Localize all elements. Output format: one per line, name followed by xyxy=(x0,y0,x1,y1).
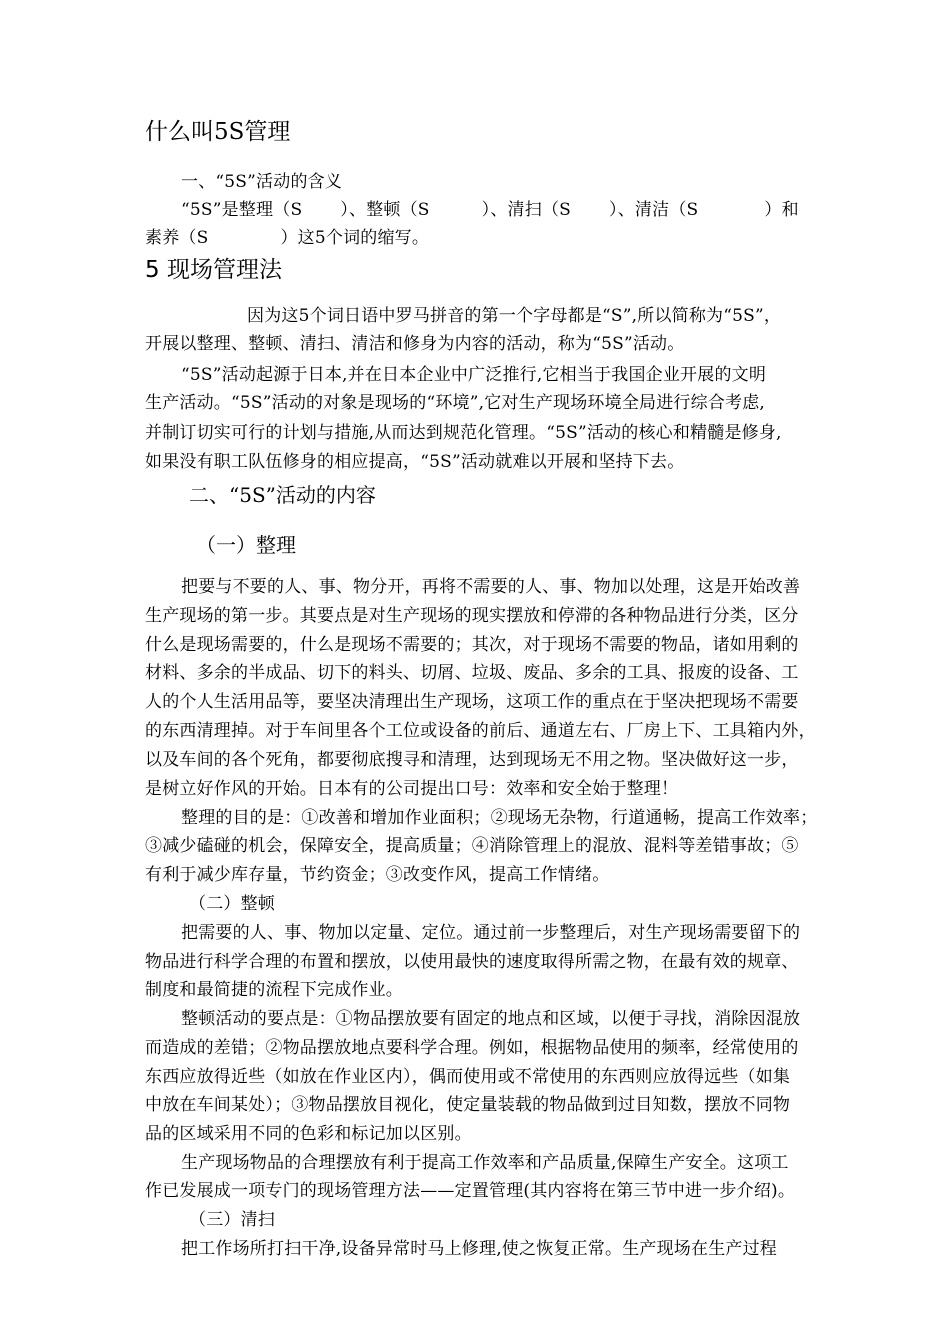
paragraph-line: ③减少磕碰的机会，保障安全，提高质量；④消除管理上的混放、混料等差错事故；⑤ xyxy=(145,836,799,856)
paragraph-line: 整理的目的是：①改善和增加作业面积；②现场无杂物，行道通畅，提高工作效率； xyxy=(181,808,818,828)
paragraph-line: 以及车间的各个死角，都要彻底搜寻和清理，达到现场无不用之物。坚决做好这一步， xyxy=(145,750,799,770)
paragraph-line: 把需要的人、事、物加以定量、定位。通过前一步整理后，对生产现场需要留下的 xyxy=(181,923,801,943)
paragraph-line: 整顿活动的要点是：①物品摆放要有固定的地点和区域，以便于寻找，消除因混放 xyxy=(181,1009,801,1029)
paragraph-line: 把工作场所打扫干净,设备异常时马上修理,使之恢复正常。生产现场在生产过程 xyxy=(181,1239,778,1259)
paragraph-line: 什么是现场需要的，什么是现场不需要的；其次，对于现场不需要的物品，诸如用剩的 xyxy=(145,635,799,655)
paragraph-line: 品的区域采用不同的色彩和标记加以区别。 xyxy=(145,1124,472,1144)
paragraph-line: 而造成的差错；②物品摆放地点要科学合理。例如，根据物品使用的频率，经常使用的 xyxy=(145,1038,799,1058)
subsection-seiton: （二）整顿 xyxy=(189,894,275,914)
subsection-seiri: （一）整理 xyxy=(196,533,296,557)
paragraph-line: 并制订切实可行的计划与措施,从而达到规范化管理。“5S”活动的核心和精髓是修身, xyxy=(145,423,782,443)
paragraph-line: 开展以整理、整顿、清扫、清洁和修身为内容的活动，称为“5S”活动。 xyxy=(145,334,685,354)
heading-5-field-management: 5 现场管理法 xyxy=(145,257,282,283)
paragraph-line: 东西应放得近些（如放在作业区内），偶而使用或不常使用的东西则应放得远些（如集 xyxy=(145,1067,791,1087)
paragraph-line: 的东西清理掉。对于车间里各个工位或设备的前后、通道左右、厂房上下、工具箱内外， xyxy=(145,721,816,741)
paragraph-line: 生产现场物品的合理摆放有利于提高工作效率和产品质量,保障生产安全。这项工 xyxy=(181,1153,789,1173)
paragraph-line: “5S”活动起源于日本,并在日本企业中广泛推行,它相当于我国企业开展的文明 xyxy=(181,365,767,385)
section-2-heading: 二、“5S”活动的内容 xyxy=(189,483,376,507)
paragraph-line: 生产活动。“5S”活动的对象是现场的“环境”,它对生产现场环境全局进行综合考虑, xyxy=(145,393,766,413)
paragraph-line: 作已发展成一项专门的现场管理方法——定置管理(其内容将在第三节中进一步介绍)。 xyxy=(145,1181,796,1201)
definition-line-2 xyxy=(145,227,429,249)
paragraph-line: 人的个人生活用品等，要坚决清理出生产现场，这项工作的重点在于坚决把现场不需要 xyxy=(145,692,799,712)
definition-seiso: ）、清扫（S xyxy=(481,200,572,220)
paragraph-line: 材料、多余的半成品、切下的料头、切屑、垃圾、废品、多余的工具、报废的设备、工 xyxy=(145,663,799,683)
subsection-seiso: （三）清扫 xyxy=(189,1210,275,1230)
definition-seiketsu: ）、清洁（S xyxy=(609,200,699,220)
section-1-heading: 一、“5S”活动的含义 xyxy=(181,172,343,192)
definition-and: ）和 xyxy=(764,200,799,220)
definition-abbrev: ）这5个词的缩写。 xyxy=(280,228,430,248)
paragraph-line: 把要与不要的人、事、物分开，再将不需要的人、事、物加以处理，这是开始改善 xyxy=(181,577,801,597)
definition-seiton: ）、整顿（S xyxy=(340,200,430,220)
paragraph-line: 是树立好作风的开始。日本有的公司提出口号：效率和安全始于整理！ xyxy=(145,779,679,799)
paragraph-line: 有利于减少库存量，节约资金；③改变作风，提高工作情绪。 xyxy=(145,865,610,885)
paragraph-line: 物品进行科学合理的布置和摆放，以使用最快的速度取得所需之物，在最有效的规章、 xyxy=(145,952,799,972)
paragraph-line: 如果没有职工队伍修身的相应提高，“5S”活动就难以开展和坚持下去。 xyxy=(145,452,685,472)
definition-shitsuke: 素养（S xyxy=(145,228,209,248)
document-title: 什么叫5S管理 xyxy=(145,119,291,145)
paragraph-line: 因为这5个词日语中罗马拼音的第一个字母都是“S”,所以简称为“5S”， xyxy=(247,306,782,326)
definition-seiri: “5S”是整理（S xyxy=(181,200,303,220)
paragraph-line: 中放在车间某处）；③物品摆放目视化，使定量装载的物品做到过目知数，摆放不同物 xyxy=(145,1095,791,1115)
paragraph-line: 生产现场的第一步。其要点是对生产现场的现实摆放和停滞的各种物品进行分类，区分 xyxy=(145,606,799,626)
paragraph-line: 制度和最简捷的流程下完成作业。 xyxy=(145,980,403,1000)
definition-line-1 xyxy=(181,199,861,221)
